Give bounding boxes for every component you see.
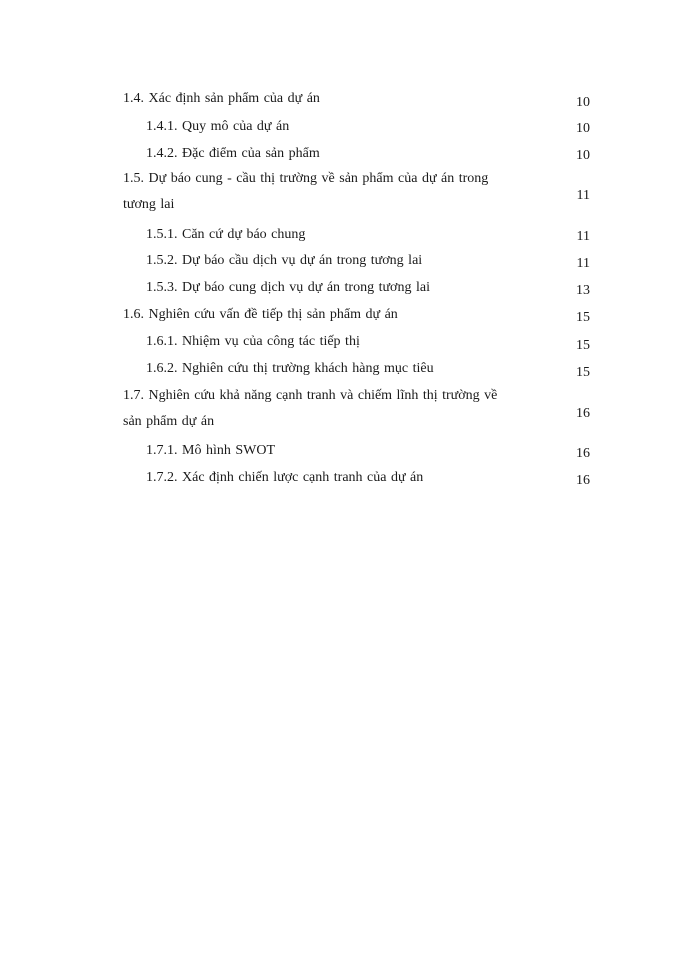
toc-entry-title: 1.6.1. Nhiệm vụ của công tác tiếp thị <box>146 334 360 349</box>
toc-entry-page: 11 <box>576 229 590 244</box>
toc-entry-page: 15 <box>576 365 590 380</box>
toc-entry-title: 1.4.2. Đặc điểm của sản phẩm <box>146 146 320 161</box>
toc-entry-page: 11 <box>576 256 590 271</box>
toc-entry-title: 1.7.2. Xác định chiến lược cạnh tranh của dự án <box>146 470 424 485</box>
toc-entry-title: 1.6. Nghiên cứu vấn đề tiếp thị sản phẩm dự án <box>123 307 398 322</box>
toc-entry-page: 13 <box>576 283 590 298</box>
toc-entry-title: 1.5.3. Dự báo cung dịch vụ dự án trong tương lai <box>146 280 430 295</box>
toc-entry-page: 15 <box>576 338 590 353</box>
toc-entry-title: 1.5.1. Căn cứ dự báo chung <box>146 227 306 242</box>
toc-entry-page: 16 <box>576 446 590 461</box>
toc-entry-page: 11 <box>576 188 590 203</box>
toc-entry-title: 1.5.2. Dự báo cầu dịch vụ dự án trong tương lai <box>146 253 423 268</box>
toc-entry-page: 16 <box>576 473 590 488</box>
toc-entry-page: 10 <box>576 121 590 136</box>
toc-entry-page: 10 <box>576 148 590 163</box>
toc-entry-title: 1.6.2. Nghiên cứu thị trường khách hàng mục tiêu <box>146 361 434 376</box>
toc-entry-page: 16 <box>576 406 590 421</box>
toc-entry-page: 15 <box>576 310 590 325</box>
toc-entry-title: 1.7. Nghiên cứu khả năng cạnh tranh và chiếm lĩnh thị trường về sản phẩm dự án <box>123 388 498 429</box>
toc-entry-title: 1.4. Xác định sản phẩm của dự án <box>123 91 320 106</box>
toc-entry-page: 10 <box>576 95 590 110</box>
toc-entry-title: 1.5. Dự báo cung - cầu thị trường về sản phẩm của dự án trong tương lai <box>123 171 489 212</box>
toc-entry-title: 1.4.1. Quy mô của dự án <box>146 119 290 134</box>
toc-entry-title: 1.7.1. Mô hình SWOT <box>146 443 275 458</box>
